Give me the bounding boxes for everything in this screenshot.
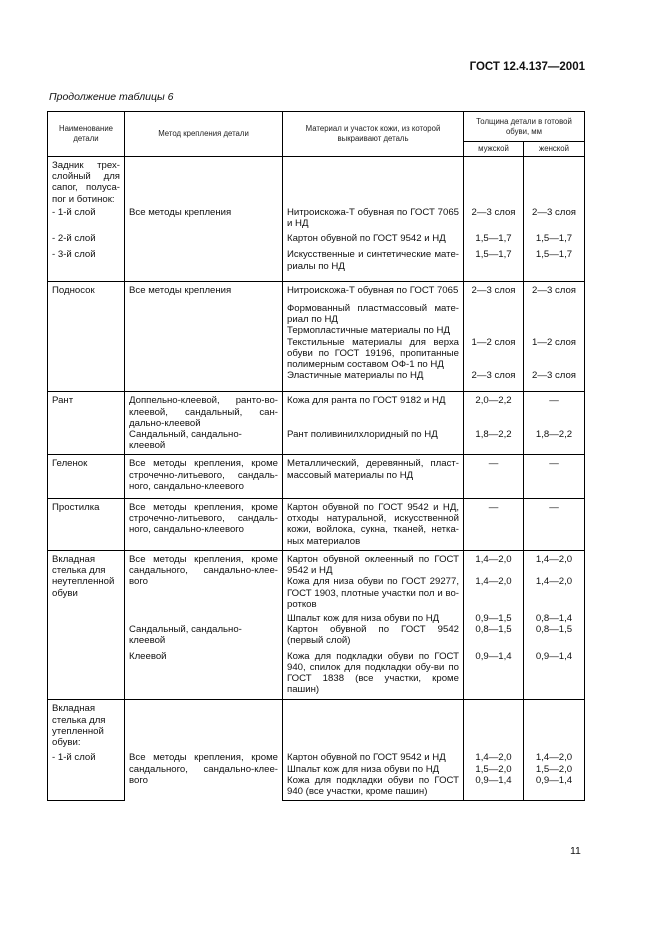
thickness-women: 2—3 слоя	[524, 205, 585, 229]
material: Нитроискожа-Т обувная по ГОСТ 7065	[283, 281, 464, 296]
table-row	[48, 752, 585, 763]
table-row	[48, 205, 585, 229]
thickness-men: 0,9—1,5	[464, 610, 524, 624]
thickness-men: 2—3 слоя	[464, 205, 524, 229]
thickness-men: 0,9—1,4	[464, 647, 524, 700]
material: Металлический, деревянный, пласт-массовый материалы по НД	[283, 455, 464, 499]
table-row	[48, 550, 585, 576]
material: Кожа для подкладки обуви по ГОСТ 940 (все участки, кроме пашин)	[283, 775, 464, 801]
parts-table	[47, 111, 585, 801]
material: Кожа для ранта по ГОСТ 9182 и НД	[283, 392, 464, 429]
thickness-women: 0,8—1,5	[524, 624, 585, 646]
thickness-women: 2—3 слоя	[524, 370, 585, 392]
fastening-method: Все методы крепления, кроме строчечно-литьевого, сандаль-ного, сандально-клеевого	[125, 499, 283, 551]
material: Картон обувной по ГОСТ 9542 (первый слой)	[283, 624, 464, 646]
table-row	[48, 337, 585, 371]
material: Картон обувной оклеенный по ГОСТ 9542 и НД	[283, 550, 464, 576]
table-row	[48, 244, 585, 281]
part-name: Вкладная стелька для утепленной обуви:	[48, 700, 125, 753]
layer-label: - 1-й слой	[48, 752, 125, 763]
table-row	[48, 229, 585, 244]
table-row	[48, 700, 585, 753]
thickness-women: 1,5—1,7	[524, 244, 585, 281]
material: Шпальт кож для низа обуви по НД	[283, 610, 464, 624]
thickness-women: 0,8—1,4	[524, 610, 585, 624]
table-row	[48, 157, 585, 205]
layer-label: - 2-й слой	[48, 229, 125, 244]
thickness-women: —	[524, 499, 585, 551]
thickness-men: 0,8—1,5	[464, 624, 524, 646]
material: Картон обувной по ГОСТ 9542 и НД	[283, 229, 464, 244]
table-row	[48, 281, 585, 296]
thickness-women: 0,9—1,4	[524, 775, 585, 801]
fastening-method: Доппельно-клеевой, ранто-во-клеевой, сандальный, сан-дально-клеевой	[125, 392, 283, 429]
table-row	[48, 455, 585, 499]
thickness-women: 1—2 слоя	[524, 337, 585, 371]
header-thickness: Толщина детали в готовой обуви, мм	[464, 112, 585, 142]
material: Картон обувной по ГОСТ 9542 и НД	[283, 752, 464, 763]
thickness-women: 1,4—2,0	[524, 550, 585, 576]
table-caption: Продолжение таблицы 6	[49, 91, 174, 103]
thickness-men: —	[464, 455, 524, 499]
material: Нитроискожа-Т обувная по ГОСТ 7065 и НД	[283, 205, 464, 229]
header-material: Материал и участок кожи, из которой выкраивают деталь	[283, 112, 464, 157]
thickness-women: 1,5—2,0	[524, 764, 585, 775]
thickness-men: 2—3 слоя	[464, 370, 524, 392]
table-row	[48, 296, 585, 325]
material: Текстильные материалы для верха обуви по ГОСТ 19196, пропитанные полимерным составом ОФ-1 по НД	[283, 337, 464, 371]
material: Искусственные и синтетические мате-риалы по НД	[283, 244, 464, 281]
header-part-name: Наименование детали	[48, 112, 125, 157]
part-name: Геленок	[48, 455, 125, 499]
header-fastening-method: Метод крепления детали	[125, 112, 283, 157]
fastening-method: Сандальный, сандально-клеевой	[125, 624, 283, 646]
material: Формованный пластмассовый мате-риал по НД	[283, 296, 464, 325]
fastening-method: Все методы крепления, кроме сандального, сандально-клее-вого	[125, 752, 283, 800]
part-name: Вкладная стелька для неутепленной обуви	[48, 550, 125, 699]
fastening-method: Все методы крепления, кроме сандального, сандально-клее-вого	[125, 550, 283, 624]
material: Термопластичные материалы по НД	[283, 325, 464, 336]
thickness-men: 1,4—2,0	[464, 752, 524, 763]
material: Шпальт кож для низа обуви по НД	[283, 764, 464, 775]
header-men: мужской	[464, 142, 524, 157]
page-number: 11	[570, 845, 581, 857]
material: Кожа для подкладки обуви по ГОСТ 940, спилок для подкладки обу-ви по ГОСТ 1838 (все участки, кроме пашин)	[283, 647, 464, 700]
fastening-method: Все методы крепления	[125, 281, 283, 296]
material: Кожа для низа обуви по ГОСТ 29277, ГОСТ 1903, плотные участки пол и во-ротков	[283, 576, 464, 610]
table-row	[48, 624, 585, 646]
thickness-women: —	[524, 392, 585, 429]
thickness-men: 1,5—1,7	[464, 229, 524, 244]
table-row	[48, 499, 585, 551]
thickness-women: 2—3 слоя	[524, 281, 585, 296]
layer-label: - 3-й слой	[48, 244, 125, 281]
thickness-women: 1,8—2,2	[524, 429, 585, 455]
document-id: ГОСТ 12.4.137—2001	[469, 61, 585, 73]
table-row	[48, 325, 585, 336]
fastening-method: Все методы крепления	[125, 205, 283, 229]
header-women: женской	[524, 142, 585, 157]
material: Эластичные материалы по НД	[283, 370, 464, 392]
thickness-women: —	[524, 455, 585, 499]
thickness-men: 1,8—2,2	[464, 429, 524, 455]
part-name: Простилка	[48, 499, 125, 551]
thickness-men: 2—3 слоя	[464, 281, 524, 296]
fastening-method: Все методы крепления, кроме строчечно-литьевого, сандаль-ного, сандально-клеевого	[125, 455, 283, 499]
table-row	[48, 370, 585, 392]
fastening-method: Клеевой	[125, 647, 283, 700]
thickness-women: 0,9—1,4	[524, 647, 585, 700]
thickness-men: 1,4—2,0	[464, 550, 524, 576]
thickness-men: 0,9—1,4	[464, 775, 524, 801]
thickness-men: 2,0—2,2	[464, 392, 524, 429]
table-row	[48, 392, 585, 429]
thickness-men: 1,5—2,0	[464, 764, 524, 775]
fastening-method: Сандальный, сандально-клеевой	[125, 429, 283, 455]
table-row	[48, 647, 585, 700]
layer-label: - 1-й слой	[48, 205, 125, 229]
table-row	[48, 429, 585, 455]
thickness-men: 1,5—1,7	[464, 244, 524, 281]
thickness-women: 1,4—2,0	[524, 576, 585, 610]
thickness-men: —	[464, 499, 524, 551]
material: Рант поливинилхлоридный по НД	[283, 429, 464, 455]
thickness-men: 1—2 слоя	[464, 337, 524, 371]
part-name: Подносок	[48, 281, 125, 296]
material: Картон обувной по ГОСТ 9542 и НД, отходы натуральной, искусственной кожи, войлока, сукна, тканей, нетка-ных материалов	[283, 499, 464, 551]
thickness-women: 1,4—2,0	[524, 752, 585, 763]
thickness-men: 1,4—2,0	[464, 576, 524, 610]
part-name: Задник трех-слойный для сапог, полуса-пог и ботинок:	[48, 157, 125, 205]
part-name: Рант	[48, 392, 125, 429]
thickness-women: 1,5—1,7	[524, 229, 585, 244]
